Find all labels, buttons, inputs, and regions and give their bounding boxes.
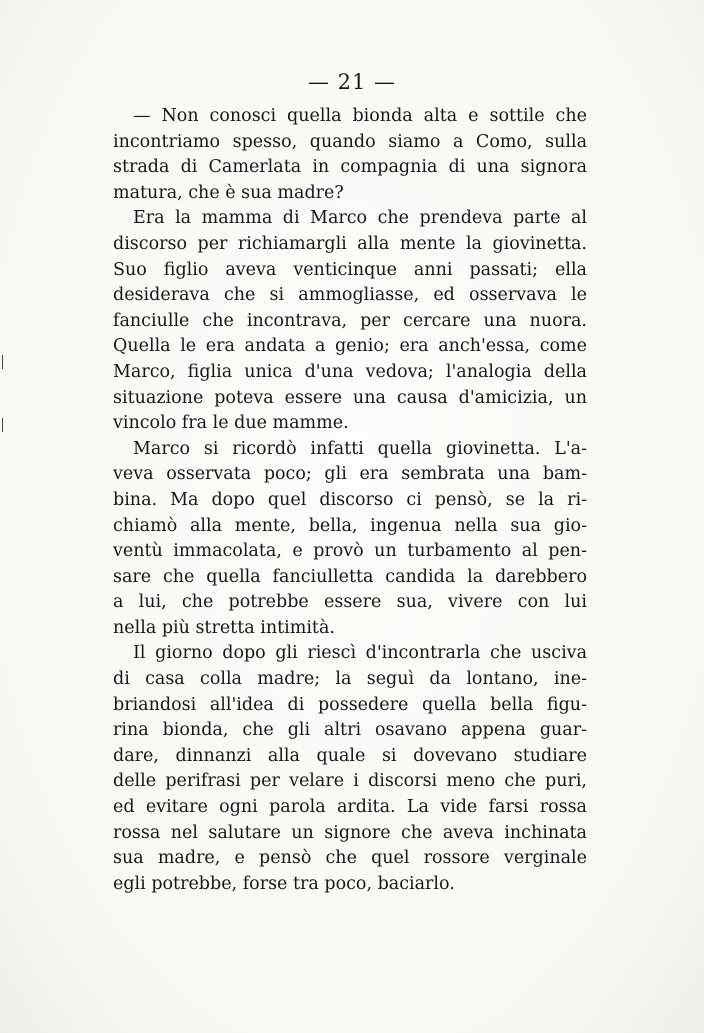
- text-line: sare che quella fanciulletta candida la darebbero: [113, 566, 587, 587]
- text-line: dare, dinnanzi alla quale si dovevano studiare: [113, 745, 587, 766]
- text-line: discorso per richiamargli alla mente la giovinetta.: [113, 233, 587, 254]
- text-line: fanciulle che incontrava, per cercare una nuora.: [113, 310, 587, 331]
- text-line: ventù immacolata, e provò un turbamento al pen-: [113, 541, 587, 562]
- text-line: — Non conosci quella bionda alta e sottile che: [133, 106, 587, 126]
- text-line: delle perifrasi per velare i discorsi meno che puri,: [113, 771, 587, 792]
- margin-mark: [2, 418, 9, 432]
- body-text: [113, 104, 587, 897]
- text-line: Il giorno dopo gli riescì d'incontrarla che usciva: [133, 643, 587, 664]
- text-line: Marco, figlia unica d'una vedova; l'analogia della: [113, 361, 587, 382]
- text-line: bina. Ma dopo quel discorso ci pensò, se la ri-: [113, 489, 587, 510]
- text-line: desiderava che si ammogliasse, ed osservava le: [113, 285, 587, 306]
- text-line: veva osservata poco; gli era sembrata una bam-: [113, 464, 587, 485]
- text-line: di casa colla madre; la seguì da lontano, ine-: [113, 669, 587, 690]
- text-line: Suo figlio aveva venticinque anni passati; ella: [113, 259, 587, 280]
- text-line: situazione poteva essere una causa d'amicizia, un: [113, 387, 587, 408]
- paragraph: [113, 104, 587, 206]
- margin-mark: [2, 355, 9, 369]
- text-line: rina bionda, che gli altri osavano appena guar-: [113, 720, 587, 741]
- text-line: incontriamo spesso, quando siamo a Como, sulla: [113, 131, 587, 152]
- text-line: chiamò alla mente, bella, ingenua nella sua gio-: [113, 515, 587, 536]
- text-line: rossa nel salutare un signore che aveva inchinata: [113, 822, 587, 843]
- text-line: Marco si ricordò infatti quella giovinetta. L'a-: [133, 438, 587, 459]
- text-line: Quella le era andata a genio; era anch'essa, come: [113, 336, 587, 357]
- paragraph: [113, 206, 587, 436]
- text-line: vincolo fra le due mamme.: [113, 413, 349, 434]
- text-line: egli potrebbe, forse tra poco, baciarlo.: [113, 873, 455, 894]
- text-line: a lui, che potrebbe essere sua, vivere con lui: [113, 592, 587, 613]
- text-line: matura, che è sua madre?: [113, 182, 344, 203]
- text-line: strada di Camerlata in compagnia di una signora: [113, 157, 587, 178]
- page-number: — 21 —: [307, 70, 397, 94]
- text-line: nella più stretta intimità.: [113, 617, 335, 638]
- text-line: ed evitare ogni parola ardita. La vide farsi rossa: [113, 797, 587, 818]
- paragraph: [113, 437, 587, 642]
- text-line: Era la mamma di Marco che prendeva parte al: [133, 208, 587, 229]
- text-line: briandosi all'idea di possedere quella bella figu-: [113, 694, 587, 715]
- text-line: sua madre, e pensò che quel rossore verginale: [113, 848, 587, 869]
- paragraph: [113, 641, 587, 897]
